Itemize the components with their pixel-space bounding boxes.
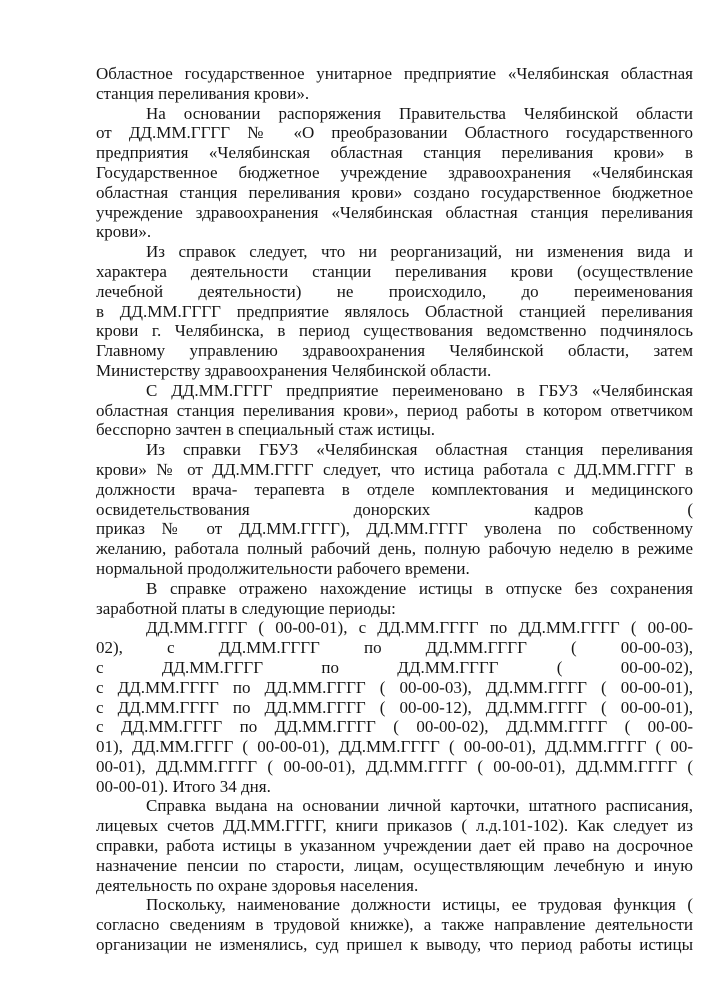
text-line: организации не изменялись, суд пришел к выводу, что период работы истицы — [96, 935, 693, 955]
text-line: В справке отражено нахождение истицы в отпуске без сохранения — [146, 578, 693, 598]
text-line: в ДД.ММ.ГГГГ предприятие являлось Областной станцией переливания — [96, 301, 693, 321]
text-line: крови». — [96, 222, 152, 242]
text-line: Из справки ГБУЗ «Челябинская областная станция переливания — [146, 440, 693, 460]
paragraph — [96, 381, 693, 440]
paragraph — [96, 64, 693, 104]
text-line: лечебной деятельности) не происходило, до переименования — [96, 281, 693, 301]
text-line: Справка выдана на основании личной карточки, штатного расписания, — [146, 796, 693, 816]
text-line: областная станция переливания крови», период работы в котором ответчиком — [96, 400, 693, 420]
text-line: лицевых счетов ДД.ММ.ГГГГ, книги приказов ( л.д.101-102). Как следует из — [96, 816, 693, 836]
text-line: деятельность по охране здоровья населения. — [96, 875, 419, 895]
text-line: заработной платы в следующие периоды: — [96, 598, 396, 618]
text-line: желанию, работала полный рабочий день, полную рабочую неделю в режиме — [96, 539, 693, 559]
text-line: предприятия «Челябинская областная станция переливания крови» в — [96, 143, 693, 163]
paragraph — [96, 895, 693, 954]
text-line: с ДД.ММ.ГГГГ по ДД.ММ.ГГГГ ( 00-00-03), ДД.ММ.ГГГГ ( 00-00-01), — [96, 677, 693, 697]
text-line: согласно сведениям в трудовой книжке), а также направление деятельности — [96, 915, 693, 935]
text-line: Главному управлению здравоохранения Челябинской области, затем — [96, 341, 693, 361]
text-line: с ДД.ММ.ГГГГ по ДД.ММ.ГГГГ ( 00-00-02), — [96, 657, 693, 677]
text-line: нормальной продолжительности рабочего времени. — [96, 558, 470, 578]
text-line: назначение пенсии по старости, лицам, осуществляющим лечебную и иную — [96, 855, 693, 875]
text-line: приказ № от ДД.ММ.ГГГГ), ДД.ММ.ГГГГ уволена по собственному — [96, 519, 693, 539]
text-line: учреждение здравоохранения «Челябинская областная станция переливания — [96, 202, 693, 222]
paragraph — [96, 440, 693, 579]
text-line: крови г. Челябинска, в период существования ведомственно подчинялось — [96, 321, 693, 341]
text-line: Областное государственное унитарное предприятие «Челябинская областная — [96, 64, 693, 83]
text-line: бесспорно зачтен в специальный стаж истицы. — [96, 420, 436, 440]
paragraph — [96, 618, 693, 796]
text-line: от ДД.ММ.ГГГГ № «О преобразовании Областного государственного — [96, 123, 693, 143]
text-line: На основании распоряжения Правительства Челябинской области — [146, 103, 693, 123]
text-line: 00-00-01). Итого 34 дня. — [96, 776, 271, 796]
text-line: 00-01), ДД.ММ.ГГГГ ( 00-00-01), ДД.ММ.ГГГГ ( 00-00-01), ДД.ММ.ГГГГ ( — [96, 756, 693, 776]
text-line: Из справок следует, что ни реорганизаций, ни изменения вида и — [146, 242, 693, 262]
text-line: Поскольку, наименование должности истицы, ее трудовая функция ( — [146, 895, 693, 915]
text-line: должности врача- терапевта в отделе комплектования и медицинского — [96, 479, 693, 499]
paragraph — [96, 579, 693, 619]
paragraph — [96, 104, 693, 243]
text-line: Государственное бюджетное учреждение здравоохранения «Челябинская — [96, 162, 693, 182]
text-line: 02), с ДД.ММ.ГГГГ по ДД.ММ.ГГГГ ( 00-00-03), — [96, 638, 693, 658]
text-line: характера деятельности станции переливания крови (осуществление — [96, 261, 693, 281]
paragraph — [96, 796, 693, 895]
text-line: ДД.ММ.ГГГГ ( 00-00-01), с ДД.ММ.ГГГГ по ДД.ММ.ГГГГ ( 00-00- — [146, 618, 693, 638]
text-line: освидетельствования донорских кадров ( — [96, 499, 693, 519]
text-line: С ДД.ММ.ГГГГ предприятие переименовано в ГБУЗ «Челябинская — [146, 380, 693, 400]
text-line: крови» № от ДД.ММ.ГГГГ следует, что истица работала с ДД.ММ.ГГГГ в — [96, 459, 693, 479]
text-line: станция переливания крови». — [96, 83, 310, 103]
document-text-block — [96, 64, 693, 955]
text-line: областная станция переливания крови» создано государственное бюджетное — [96, 182, 693, 202]
text-line: с ДД.ММ.ГГГГ по ДД.ММ.ГГГГ ( 00-00-12), ДД.ММ.ГГГГ ( 00-00-01), — [96, 697, 693, 717]
text-line: 01), ДД.ММ.ГГГГ ( 00-00-01), ДД.ММ.ГГГГ ( 00-00-01), ДД.ММ.ГГГГ ( 00- — [96, 737, 693, 757]
text-line: с ДД.ММ.ГГГГ по ДД.ММ.ГГГГ ( 00-00-02), ДД.ММ.ГГГГ ( 00-00- — [96, 717, 693, 737]
paragraph — [96, 242, 693, 381]
text-line: Министерству здравоохранения Челябинской области. — [96, 360, 492, 380]
text-line: справки, работа истицы в указанном учреждении дает ей право на досрочное — [96, 836, 693, 856]
